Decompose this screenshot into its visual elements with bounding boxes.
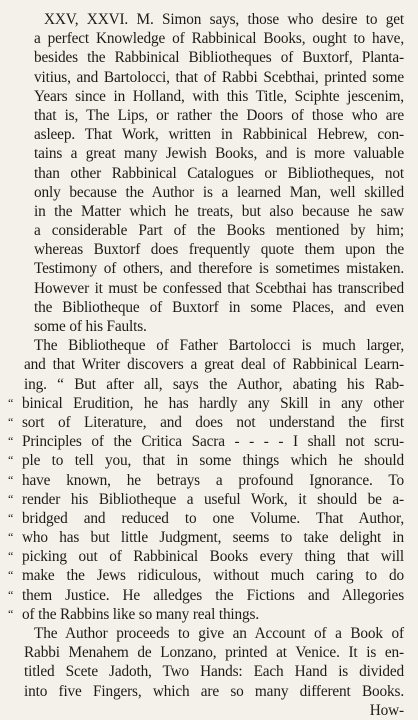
quoted-line [8,605,404,624]
quotation-mark: “ [8,414,14,429]
text-line: The Author proceeds to give an Account of a Book of [34,625,404,642]
text-line: besides the Rabbinical Bibliotheques of Buxtorf, Planta- [34,49,404,67]
quoted-line [8,586,404,605]
text-line: render his Bibliotheque a useful Work, it should be a- [22,490,404,508]
text-line: ing. “ But after all, says the Author, abating his Rab- [24,375,404,393]
text-line: have known, he betrays a profound Ignorance. To [22,471,404,489]
text-line: However it must be confessed that Scebthai has transcribed [34,279,404,297]
quotation-mark: “ [8,510,14,525]
quotation-mark: “ [8,453,14,468]
text-line: ple to tell you, that in some things which he should [22,452,404,470]
quotation-mark: “ [8,549,14,564]
text-line: only because the Author is a learned Man, well skilled [34,183,404,201]
quoted-line [8,432,404,451]
text-line: and that Writer discovers a great deal of Rabbinical Learn- [24,356,404,374]
text-line: some of his Faults. [34,318,147,335]
text-line: that is, The Lips, or rather the Doors of those who are [34,106,404,124]
quotation-mark: “ [8,568,14,583]
text-line: binical Erudition, he has hardly any Skill in any other [22,394,404,412]
quotation-mark: “ [8,395,14,410]
text-line: Testimony of others, and therefore is sometimes mistaken. [34,260,404,278]
paragraph-bartolocci-critique [8,336,404,624]
quoted-line [8,490,404,509]
text-line: a considerable Part of the Books mentioned by him; [34,222,404,240]
quotation-mark: “ [8,434,14,449]
quoted-line [8,547,404,566]
text-line: The Bibliotheque of Father Bartolocci is much larger, [34,337,404,355]
quoted-line [8,394,404,413]
text-line: picking out of Rabbinical Books every thing that will [22,548,404,566]
quoted-line [8,509,404,528]
text-line: whereas Buxtorf does frequently quote them upon the [34,241,404,259]
quoted-line [8,451,404,470]
quotation-mark: “ [8,606,14,621]
quotation-mark: “ [8,472,14,487]
text-line: who has but little Judgment, seems to take delight in [22,529,404,547]
text-line: Principles of the Critica Sacra - - - - I shall not scru- [22,433,404,451]
quotation-mark: “ [8,530,14,545]
text-line: in the Matter which he treats, but also because he saw [34,202,404,220]
text-line: make the Jews ridiculous, without much caring to do [22,567,404,585]
text-line: them Justice. He alledges the Fictions and Allegories [22,586,404,604]
text-line: tains a great many Jewish Books, and is more valuable [34,145,404,163]
text-line: Rabbi Menahem de Lonzano, printed at Venice. It is en- [24,644,404,662]
quotation-mark: “ [8,491,14,506]
catchword: How- [369,701,404,719]
paragraph-menahem-de-lonzano [24,624,404,701]
text-line: than other Rabbinical Catalogues or Bibliotheques, not [34,164,404,182]
text-line: vitius, and Bartolocci, that of Rabbi Scebthai, printed some [34,68,404,86]
text-line: bridged and reduced to one Volume. That Author, [22,509,404,527]
quoted-line [8,471,404,490]
text-line: the Bibliotheque of Buxtorf in some Places, and even [34,298,404,316]
text-line: of the Rabbins like so many real things. [22,605,260,623]
text-line: sort of Literature, and does not understand the first [22,413,404,431]
paragraph-simon-on-bibliotheques [24,10,404,336]
text-line: Years since in Holland, with this Title, Sciphte jescenim, [34,87,404,105]
text-line: a perfect Knowledge of Rabbinical Books, ought to have, [34,30,404,48]
quoted-line [8,566,404,585]
quotation-mark: “ [8,587,14,602]
text-line: into five Fingers, which are so many different Books. [24,682,404,700]
quoted-line [8,413,404,432]
quoted-line [8,528,404,547]
text-line: XXV, XXVI. M. Simon says, those who desire to get [44,11,404,28]
text-line: titled Scete Jadoth, Two Hands: Each Hand is divided [24,663,404,681]
text-line: asleep. That Work, written in Rabbinical Hebrew, con- [34,126,404,144]
